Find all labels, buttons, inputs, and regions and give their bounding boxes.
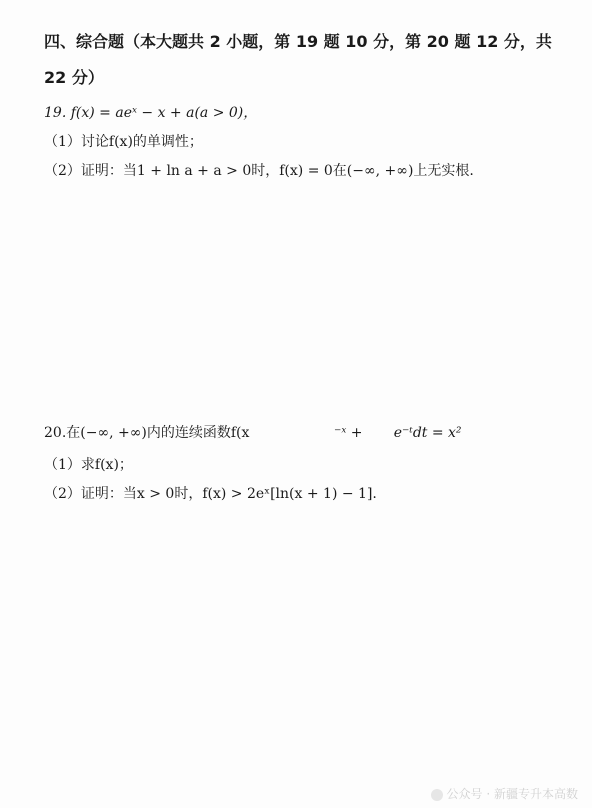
question-20-part-1: （1）求f(x)；: [44, 457, 133, 473]
footer-watermark: [431, 785, 578, 802]
question-20-stem-start: 20.在(−∞, +∞)内的连续函数f(x: [44, 425, 250, 441]
question-19-part-1: （1）讨论f(x)的单调性；: [44, 134, 203, 150]
question-19-part-2: （2）证明：当1 + ln a + a > 0时，f(x) = 0在(−∞, +∞)上无实根.: [44, 163, 474, 179]
question-20-stem-obscured: [249, 425, 334, 441]
background-watermark: [21, 250, 81, 322]
section-heading-line1: 四、综合题（本大题共 2 小题，第 19 题 10 分，第 20 题 12 分，共: [44, 32, 552, 51]
question-19-stem: 19. f(x) = aeˣ − x + a(a > 0)，: [44, 105, 258, 121]
wechat-icon: [431, 789, 443, 801]
footer-watermark-text: 公众号 · 新疆专升本高数: [446, 787, 578, 801]
question-20-stem-obscured-2: [363, 425, 394, 441]
section-heading-line2: 22 分）: [44, 68, 104, 87]
question-20-stem-end: e⁻ᵗdt = x²: [393, 425, 462, 441]
question-20-part-2: （2）证明：当x > 0时，f(x) > 2eˣ[ln(x + 1) − 1].: [44, 486, 377, 502]
question-20-stem-mid: ⁻ˣ +: [333, 425, 363, 441]
question-20-stem: [44, 424, 462, 442]
